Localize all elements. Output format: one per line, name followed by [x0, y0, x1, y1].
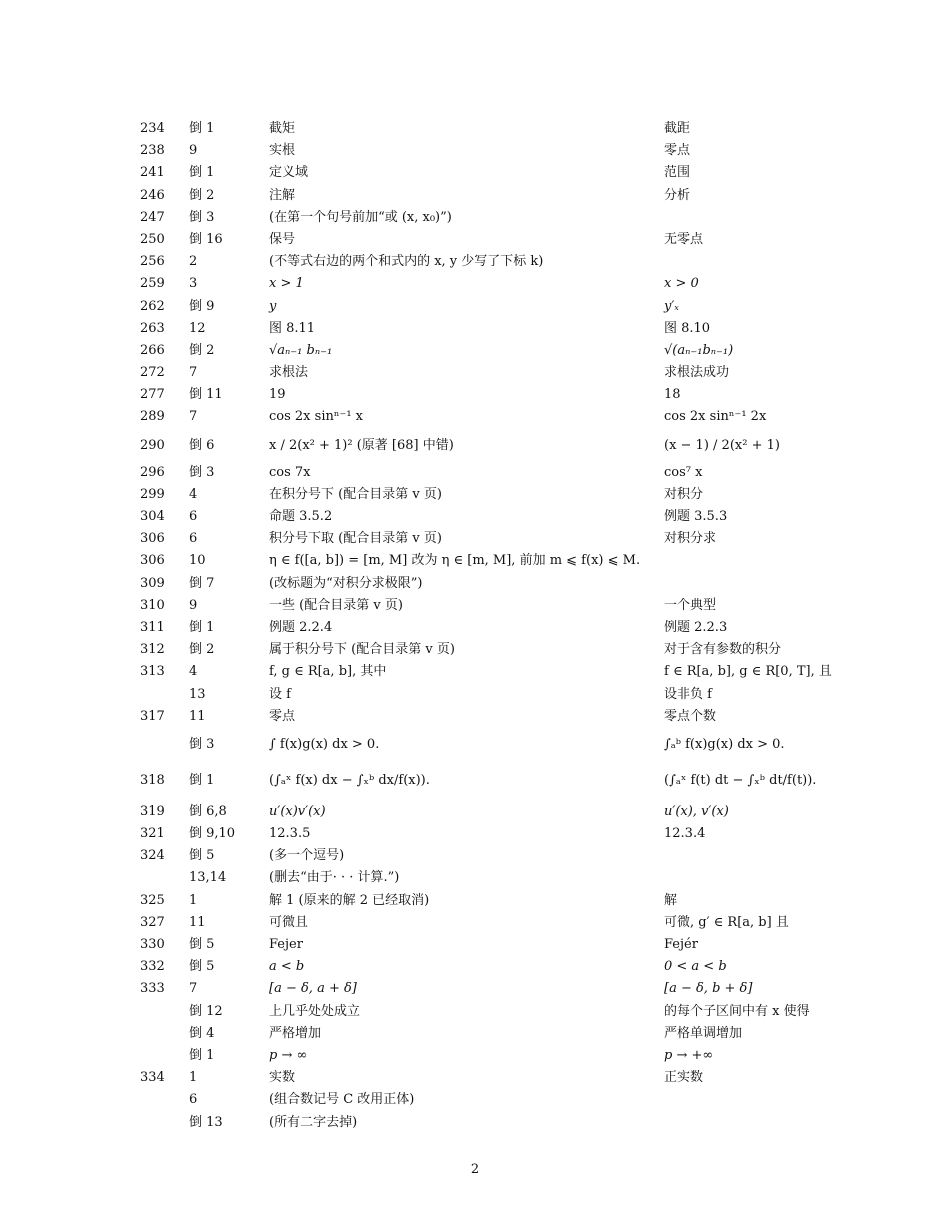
original-cell: (∫ₐˣ f(x) dx − ∫ₓᵇ dx/f(x)).	[269, 772, 430, 788]
original-cell: 19	[269, 387, 286, 403]
original-cell: u′(x)v′(x)	[269, 803, 326, 819]
page-cell: 263	[140, 320, 165, 336]
line-cell: 倒 1	[189, 772, 215, 788]
page-cell: 324	[140, 848, 165, 864]
table-row	[140, 1089, 840, 1111]
correction-cell: Fejér	[664, 937, 698, 952]
table-row	[140, 296, 840, 318]
line-cell: 倒 5	[189, 959, 215, 975]
original-cell: 实根	[269, 143, 296, 159]
correction-cell: p → +∞	[664, 1047, 714, 1063]
table-row	[140, 1067, 840, 1089]
table-row	[140, 867, 840, 889]
correction-cell: 18	[664, 387, 681, 403]
table-row	[140, 1045, 840, 1067]
correction-cell: 解	[664, 892, 678, 908]
line-cell: 2	[189, 254, 198, 270]
table-row	[140, 1001, 840, 1023]
page-cell: 333	[140, 981, 165, 997]
line-cell: 1	[189, 892, 198, 908]
original-cell: cos 2x sinⁿ⁻¹ x	[269, 409, 364, 425]
original-cell: (在第一个句号前加“或 (x, x₀)”)	[269, 209, 452, 225]
line-cell: 7	[189, 981, 198, 997]
original-cell: 积分号下取 (配合目录第 v 页)	[269, 531, 442, 547]
page-cell: 289	[140, 409, 165, 425]
line-cell: 倒 2	[189, 342, 215, 358]
line-cell: 倒 16	[189, 231, 223, 247]
correction-cell: 设非负 f	[664, 686, 712, 702]
original-cell: 上几乎处处成立	[269, 1003, 361, 1019]
line-cell: 13	[189, 686, 206, 702]
correction-cell: 例题 2.2.3	[664, 619, 728, 635]
correction-cell: 图 8.10	[664, 320, 711, 336]
line-cell: 10	[189, 553, 206, 569]
line-cell: 13,14	[189, 870, 227, 886]
table-row	[140, 162, 840, 184]
table-row	[140, 528, 840, 550]
original-cell: (删去“由于· · · 计算.”)	[269, 870, 400, 886]
original-cell: 12.3.5	[269, 826, 311, 842]
page-cell: 277	[140, 387, 165, 403]
correction-cell: 截距	[664, 121, 691, 136]
line-cell: 倒 11	[189, 387, 223, 403]
page-cell: 259	[140, 276, 165, 292]
page-cell: 312	[140, 642, 165, 658]
table-row	[140, 801, 840, 823]
table-row	[140, 706, 840, 728]
table-row	[140, 912, 840, 934]
line-cell: 9	[189, 597, 198, 613]
line-cell: 倒 1	[189, 165, 215, 181]
original-cell: 严格增加	[269, 1025, 322, 1041]
page-cell: 321	[140, 826, 165, 842]
line-cell: 6	[189, 509, 198, 524]
page-cell: 290	[140, 437, 165, 453]
correction-cell: (∫ₐˣ f(t) dt − ∫ₓᵇ dt/f(t)).	[664, 772, 817, 788]
line-cell: 倒 1	[189, 619, 215, 635]
line-cell: 倒 9	[189, 298, 215, 314]
correction-cell: y′ₓ	[664, 298, 679, 314]
line-cell: 7	[189, 365, 198, 381]
page-cell: 266	[140, 342, 165, 358]
correction-cell: cos 2x sinⁿ⁻¹ 2x	[664, 409, 767, 425]
correction-cell: 求根法成功	[664, 365, 730, 381]
table-row	[140, 185, 840, 207]
original-cell: ∫ f(x)g(x) dx > 0.	[269, 736, 380, 752]
original-cell: 可微且	[269, 914, 309, 930]
original-cell: x > 1	[269, 276, 304, 292]
line-cell: 4	[189, 664, 198, 680]
line-cell: 倒 5	[189, 848, 215, 864]
page-cell: 304	[140, 509, 165, 524]
table-row	[140, 639, 840, 661]
original-cell: 一些 (配合目录第 v 页)	[269, 597, 403, 613]
original-cell: (所有二字去掉)	[269, 1114, 358, 1130]
page-cell: 330	[140, 937, 165, 952]
correction-cell: 分析	[664, 187, 691, 203]
original-cell: [a − δ, a + δ]	[269, 981, 357, 997]
table-row	[140, 251, 840, 273]
table-row	[140, 978, 840, 1000]
line-cell: 倒 5	[189, 937, 215, 952]
correction-cell: 对积分	[664, 486, 704, 502]
correction-cell: 可微, g′ ∈ R[a, b] 且	[664, 914, 789, 930]
original-cell: 注解	[269, 187, 296, 203]
line-cell: 倒 3	[189, 736, 215, 752]
original-cell: 保号	[269, 231, 296, 247]
table-row	[140, 890, 840, 912]
table-row	[140, 406, 840, 428]
page-cell: 306	[140, 553, 165, 569]
original-cell: 属于积分号下 (配合目录第 v 页)	[269, 642, 455, 658]
original-cell: 解 1 (原来的解 2 已经取消)	[269, 892, 430, 908]
page-cell: 238	[140, 143, 165, 159]
line-cell: 倒 7	[189, 575, 215, 591]
line-cell: 倒 2	[189, 642, 215, 658]
correction-cell: 无零点	[664, 231, 704, 247]
table-row	[140, 273, 840, 295]
original-cell: √aₙ₋₁ bₙ₋₁	[269, 342, 333, 358]
page-cell: 334	[140, 1070, 165, 1086]
line-cell: 9	[189, 143, 198, 159]
page-cell: 296	[140, 464, 165, 480]
table-row	[140, 318, 840, 340]
correction-cell: 零点	[664, 143, 691, 159]
table-row	[140, 384, 840, 406]
page-cell: 327	[140, 914, 165, 930]
original-cell: 命题 3.5.2	[269, 509, 333, 524]
page-cell: 311	[140, 619, 165, 635]
original-cell: (多一个逗号)	[269, 848, 345, 864]
correction-cell: 正实数	[664, 1070, 704, 1086]
correction-cell: 零点个数	[664, 708, 717, 724]
page-cell: 317	[140, 708, 165, 724]
page-cell: 332	[140, 959, 165, 975]
page-cell: 325	[140, 892, 165, 908]
correction-cell: (x − 1) / 2(x² + 1)	[664, 437, 780, 453]
page-cell: 318	[140, 772, 165, 788]
line-cell: 倒 13	[189, 1114, 223, 1130]
table-row	[140, 617, 840, 639]
page-cell: 299	[140, 486, 165, 502]
original-cell: 求根法	[269, 365, 309, 381]
line-cell: 倒 6,8	[189, 803, 227, 819]
line-cell: 1	[189, 1070, 198, 1086]
correction-cell: 严格单调增加	[664, 1025, 743, 1041]
correction-cell: 的每个子区间中有 x 使得	[664, 1003, 810, 1019]
table-row	[140, 595, 840, 617]
original-cell: 图 8.11	[269, 320, 316, 336]
table-row	[140, 728, 840, 761]
line-cell: 4	[189, 486, 198, 502]
line-cell: 倒 1	[189, 1047, 215, 1063]
table-row	[140, 956, 840, 978]
table-row	[140, 462, 840, 484]
correction-cell: 例题 3.5.3	[664, 509, 728, 524]
line-cell: 3	[189, 276, 198, 292]
line-cell: 倒 3	[189, 464, 215, 480]
page-cell: 319	[140, 803, 165, 819]
page-cell: 241	[140, 165, 165, 181]
table-row	[140, 550, 840, 572]
table-row	[140, 845, 840, 867]
table-row	[140, 362, 840, 384]
page-cell: 313	[140, 664, 165, 680]
page-cell: 309	[140, 575, 165, 591]
original-cell: x / 2(x² + 1)² (原著 [68] 中错)	[269, 437, 454, 453]
correction-cell: ∫ₐᵇ f(x)g(x) dx > 0.	[664, 736, 785, 752]
original-cell: 设 f	[269, 686, 291, 702]
page-cell: 310	[140, 597, 165, 613]
correction-cell: √(aₙ₋₁bₙ₋₁)	[664, 342, 734, 358]
original-cell: 例题 2.2.4	[269, 619, 333, 635]
table-row	[140, 934, 840, 956]
line-cell: 倒 4	[189, 1025, 215, 1041]
correction-cell: 0 < a < b	[664, 959, 727, 975]
table-row	[140, 823, 840, 845]
original-cell: 定义域	[269, 165, 309, 181]
line-cell: 倒 1	[189, 121, 215, 136]
table-row	[140, 661, 840, 683]
table-row	[140, 207, 840, 229]
correction-cell: 对于含有参数的积分	[664, 642, 782, 658]
table-row	[140, 140, 840, 162]
line-cell: 12	[189, 320, 206, 336]
line-cell: 11	[189, 708, 206, 724]
errata-table	[140, 118, 840, 1134]
line-cell: 11	[189, 914, 206, 930]
page-cell: 234	[140, 121, 165, 136]
original-cell: (组合数记号 C 改用正体)	[269, 1092, 415, 1108]
original-cell: 截矩	[269, 121, 296, 136]
line-cell: 6	[189, 531, 198, 547]
original-cell: 零点	[269, 708, 296, 724]
table-row	[140, 429, 840, 462]
correction-cell: cos⁷ x	[664, 464, 703, 480]
correction-cell: 范围	[664, 165, 691, 181]
original-cell: cos 7x	[269, 464, 311, 480]
original-cell: p → ∞	[269, 1047, 308, 1063]
line-cell: 倒 9,10	[189, 826, 236, 842]
original-cell: (不等式右边的两个和式内的 x, y 少写了下标 k)	[269, 254, 544, 270]
correction-cell: 12.3.4	[664, 826, 706, 842]
line-cell: 7	[189, 409, 198, 425]
page-cell: 247	[140, 209, 165, 225]
page-cell: 250	[140, 231, 165, 247]
original-cell: 在积分号下 (配合目录第 v 页)	[269, 486, 442, 502]
page-cell: 272	[140, 365, 165, 381]
table-row	[140, 506, 840, 528]
original-cell: a < b	[269, 959, 305, 975]
page-cell: 256	[140, 254, 165, 270]
page-number: 2	[470, 1162, 480, 1177]
correction-cell: [a − δ, b + δ]	[664, 981, 753, 997]
table-row	[140, 573, 840, 595]
original-cell: 实数	[269, 1070, 296, 1086]
original-cell: η ∈ f([a, b]) = [m, M] 改为 η ∈ [m, M], 前加 m ⩽ f(x) ⩽ M.	[269, 553, 641, 569]
line-cell: 倒 2	[189, 187, 215, 203]
table-row	[140, 1023, 840, 1045]
page-cell: 306	[140, 531, 165, 547]
table-row	[140, 118, 840, 140]
correction-cell: x > 0	[664, 276, 699, 292]
table-row	[140, 484, 840, 506]
correction-cell: f ∈ R[a, b], g ∈ R[0, T], 且	[664, 664, 832, 680]
correction-cell: 一个典型	[664, 597, 717, 613]
line-cell: 倒 6	[189, 437, 215, 453]
correction-cell: 对积分求	[664, 531, 717, 547]
original-cell: f, g ∈ R[a, b], 其中	[269, 664, 387, 680]
table-row	[140, 229, 840, 251]
table-row	[140, 1112, 840, 1134]
table-row	[140, 340, 840, 362]
original-cell: Fejer	[269, 937, 303, 952]
original-cell: y	[269, 298, 277, 314]
table-row	[140, 684, 840, 706]
page-cell: 262	[140, 298, 165, 314]
line-cell: 倒 3	[189, 209, 215, 225]
original-cell: (改标题为“对积分求极限”)	[269, 575, 423, 591]
table-row	[140, 761, 840, 801]
line-cell: 6	[189, 1092, 198, 1108]
line-cell: 倒 12	[189, 1003, 223, 1019]
page-cell: 246	[140, 187, 165, 203]
correction-cell: u′(x), v′(x)	[664, 803, 729, 819]
